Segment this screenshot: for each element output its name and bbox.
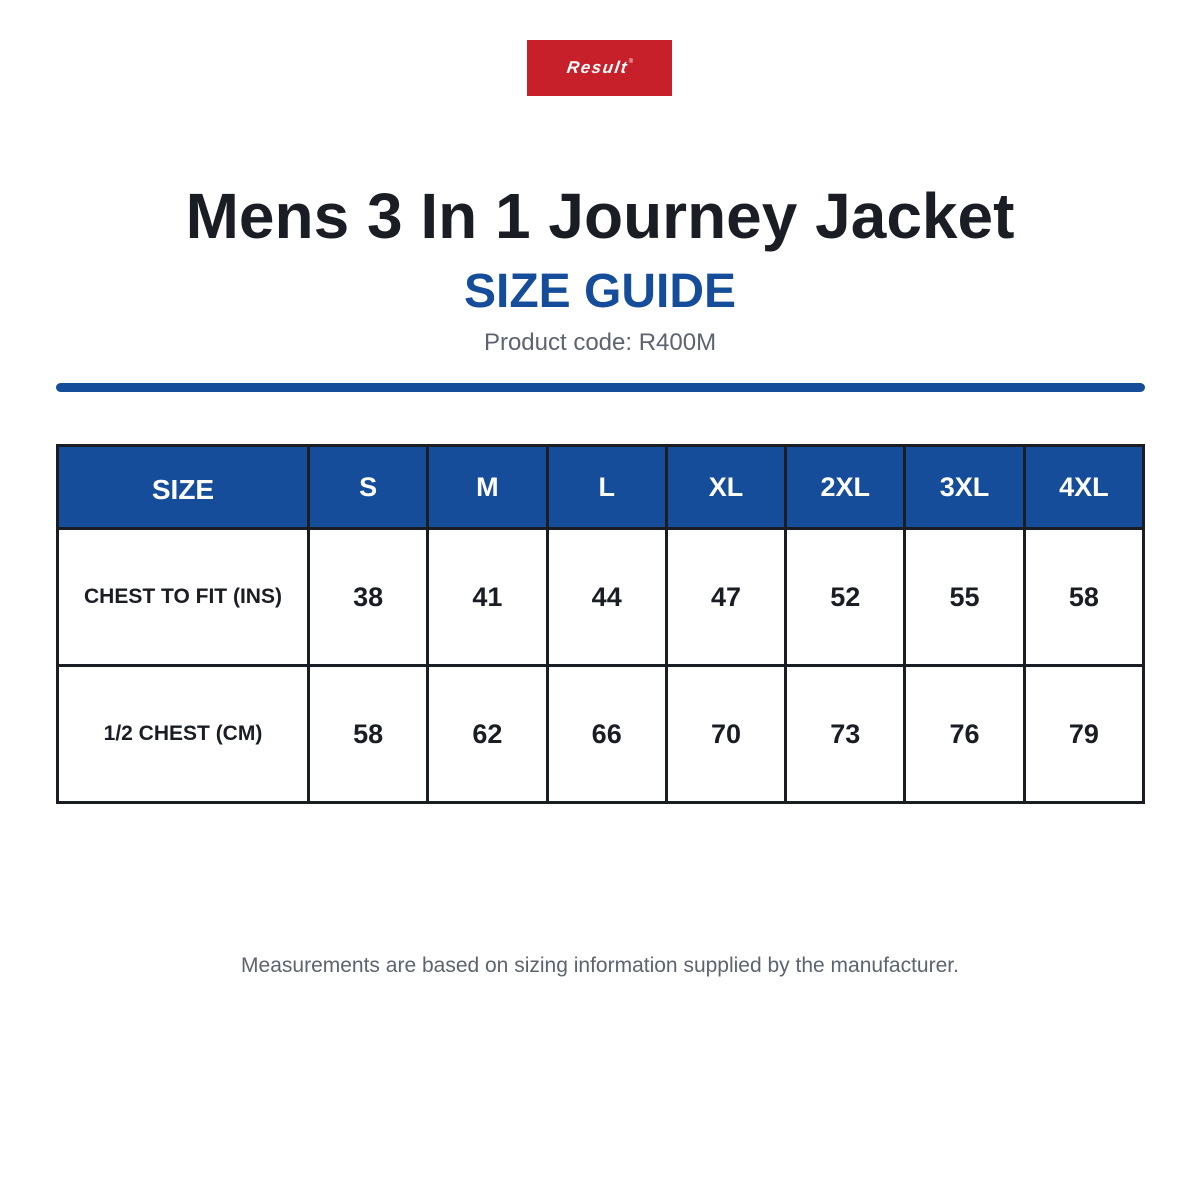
table-cell: 76 (905, 666, 1024, 803)
page-subtitle: SIZE GUIDE (463, 265, 737, 318)
brand-logo (527, 40, 672, 96)
header-cell: S (309, 446, 428, 529)
header-cell: M (428, 446, 547, 529)
table-cell: 52 (786, 529, 905, 666)
table-cell: 44 (547, 529, 666, 666)
registered-mark: ® (628, 59, 634, 65)
table-cell: 58 (309, 666, 428, 803)
table-cell: 66 (547, 666, 666, 803)
row-label: 1/2 CHEST (CM) (58, 666, 309, 803)
brand-logo-text: Result (565, 58, 630, 77)
header-cell: L (547, 446, 666, 529)
table-cell: 70 (666, 666, 785, 803)
header-cell: 3XL (905, 446, 1024, 529)
table-cell: 47 (666, 529, 785, 666)
table-row (58, 529, 1144, 666)
table-cell: 62 (428, 666, 547, 803)
footnote: Measurements are based on sizing information supplied by the manufacturer. (241, 954, 959, 977)
table-cell: 79 (1024, 666, 1143, 803)
table-cell: 41 (428, 529, 547, 666)
table-header-row (58, 446, 1144, 529)
table-cell: 58 (1024, 529, 1143, 666)
header-cell: XL (666, 446, 785, 529)
table-cell: 38 (309, 529, 428, 666)
header-cell-size: SIZE (58, 446, 309, 529)
product-code: Product code: R400M (483, 329, 717, 356)
header-cell: 4XL (1024, 446, 1143, 529)
size-table (56, 444, 1145, 804)
table-row (58, 666, 1144, 803)
header-cell: 2XL (786, 446, 905, 529)
table-cell: 73 (786, 666, 905, 803)
row-label: CHEST TO FIT (INS) (58, 529, 309, 666)
table-cell: 55 (905, 529, 1024, 666)
page-title: Mens 3 In 1 Journey Jacket (185, 180, 1015, 252)
divider (56, 383, 1145, 392)
